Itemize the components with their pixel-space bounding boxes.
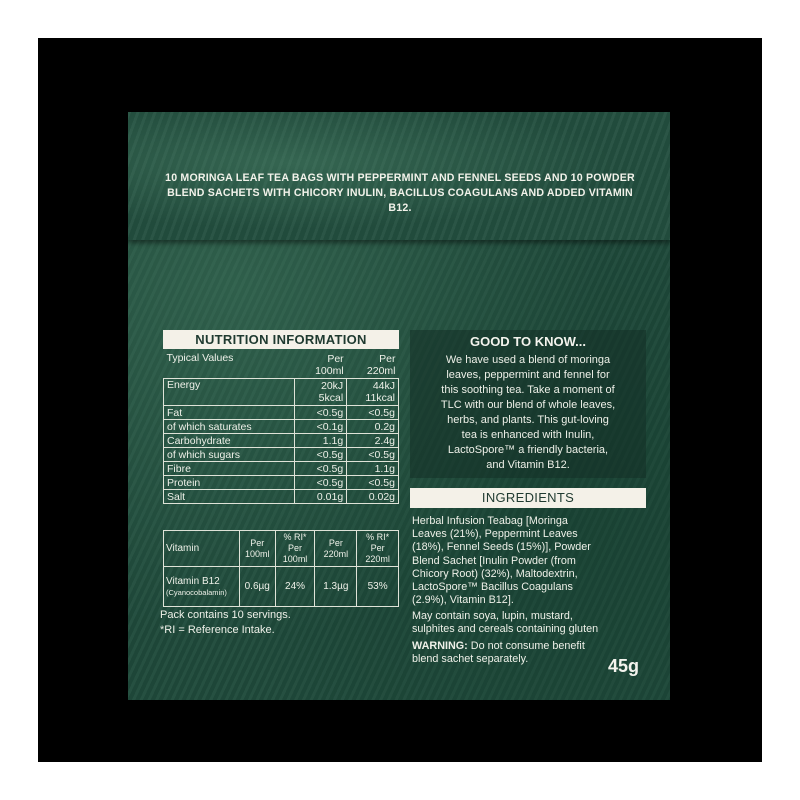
per-100ml-header: Per 100ml [315,353,344,377]
product-description: 10 MORINGA LEAF TEA BAGS WITH PEPPERMINT AND FENNEL SEEDS AND 10 POWDER BLEND SACHETS WITH CHICORY INULIN, BACILLUS COAGULANS AND ADDED VITAMIN B12. [165,172,635,214]
allergy-advice: May contain soya, lupin, mustard, sulphites and cereals containing gluten [412,610,599,636]
per-220ml-header: Per 220ml [366,353,396,377]
nutrition-row-energy: Energy 20kJ 5kcal 44kJ 11kcal [164,379,399,406]
ri-note: *RI = Reference Intake. [160,624,275,636]
good-to-know-title: GOOD TO KNOW... [469,334,587,349]
vitamin-b12-row: Vitamin B12 (Cyanocobalamin) 0.6µg 24% 1.3µg 53% [164,567,399,607]
typical-values-label: Typical Values [166,352,234,364]
vitamin-header-row: Vitamin Per 100ml % RI* Per 100ml Per 220ml % RI* Per 220ml [164,531,399,567]
nutrition-row-fibre: Fibre <0.5g 1.1g [164,462,399,476]
nutrition-row-salt: Salt 0.01g 0.02g [164,490,399,504]
warning-text: WARNING: Do not consume benefit blend sachet separately. [412,640,585,666]
nutrition-row-protein: Protein <0.5g <0.5g [164,476,399,490]
nutrition-row-sugars: of which sugars <0.5g <0.5g [164,448,399,462]
ingredients-text: Herbal Infusion Teabag [Moringa Leaves (21%), Peppermint Leaves (18%), Fennel Seeds (15%)], Powder Blend Sachet [Inulin Powder (from Chicory Root) (32%), Maltodextrin, LactoSpore™ Bacillus Coagulans (2.9%), Vitamin B12]. [412,515,591,607]
nutrition-header-row [164,352,399,379]
nutrition-table [163,352,399,504]
nutrition-row-fat: Fat <0.5g <0.5g [164,406,399,420]
net-weight: 45g [608,656,640,676]
warning-label: WARNING: [412,640,468,652]
vitamin-table [163,530,399,607]
nutrition-row-saturates: of which saturates <0.1g 0.2g [164,420,399,434]
servings-note: Pack contains 10 servings. [160,609,291,621]
ingredients-title: INGREDIENTS [410,488,646,508]
nutrition-title: NUTRITION INFORMATION [163,330,399,349]
nutrition-row-carbohydrate: Carbohydrate 1.1g 2.4g [164,434,399,448]
good-to-know-text: We have used a blend of moringa leaves, peppermint and fennel for this soothing tea. Take a moment of TLC with our blend of whole leaves, herbs, and plants. This gut-loving tea is enhanced with Inulin, LactoSpore™ a friendly bacteria, and Vitamin B12. [440,354,616,471]
